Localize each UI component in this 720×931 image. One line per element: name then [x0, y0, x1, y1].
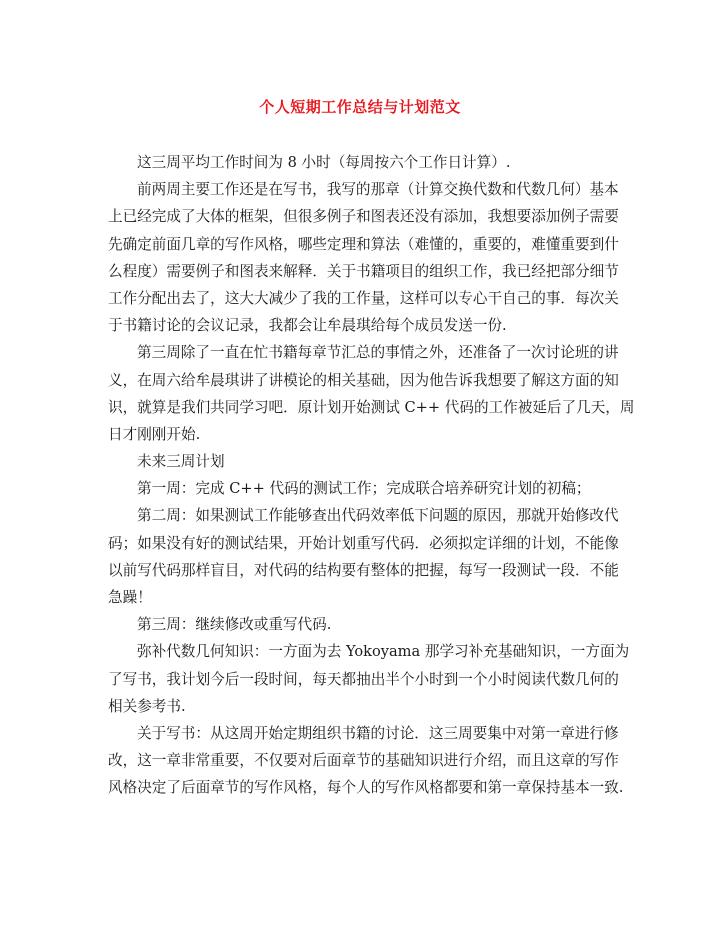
paragraph: [108, 448, 603, 475]
paragraph-line: 上已经完成了大体的框架，但很多例子和图表还没有添加，我想要添加例子需要: [108, 208, 619, 226]
paragraph-line: 第三周除了一直在忙书籍每章节汇总的事情之外，还准备了一次讨论班的讲: [137, 344, 619, 362]
paragraph-line: 未来三周计划: [137, 453, 225, 471]
paragraph-line: 了写书，我计划今后一段时间，每天都抽出半个小时到一个小时阅读代数几何的: [108, 670, 619, 688]
paragraph-line: 第三周：继续修改或重写代码.: [137, 616, 332, 634]
paragraph-line: 弥补代数几何知识：一方面为去 Yokoyama 那学习补充基础知识，一方面为: [137, 643, 630, 661]
paragraph-line: 这三周平均工作时间为 8 小时（每周按六个工作日计算）.: [137, 154, 511, 171]
paragraph-line: 风格决定了后面章节的写作风格，每个人的写作风格都要和第一章保持基本一致.: [108, 779, 624, 797]
paragraph-line: 第一周：完成 C++ 代码的测试工作；完成联合培养研究计划的初稿；: [137, 480, 591, 498]
paragraph-line: 义，在周六给牟晨琪讲了讲模论的相关基础，因为他告诉我想要了解这方面的知: [108, 371, 619, 389]
paragraph-line: 前两周主要工作还是在写书，我写的那章（计算交换代数和代数几何）基本: [137, 181, 619, 199]
document-title: 个人短期工作总结与计划范文: [259, 98, 461, 116]
paragraph-line: 改，这一章非常重要，不仅要对后面章节的基础知识进行介绍，而且这章的写作: [108, 752, 619, 770]
paragraph-line: 关于写书：从这周开始定期组织书籍的讨论．这三周要集中对第一章进行修: [137, 724, 619, 742]
paragraph-line: 相关参考书.: [108, 697, 186, 715]
paragraph-line: 先确定前面几章的写作风格，哪些定理和算法（难懂的，重要的，难懂重要到什: [108, 235, 619, 253]
paragraph-line: 以前写代码那样盲目，对代码的结构要有整体的把握，每写一段测试一段．不能: [108, 561, 619, 579]
paragraph-line: 码；如果没有好的测试结果，开始计划重写代码．必须拟定详细的计划，不能像: [108, 534, 619, 552]
document-body: [108, 149, 635, 802]
paragraph: [108, 176, 619, 339]
paragraph: [108, 475, 603, 502]
paragraph-line: 日才刚刚开始.: [108, 425, 201, 443]
paragraph-line: 急躁！: [108, 589, 152, 606]
paragraph-line: 工作分配出去了，这大大减少了我的工作量，这样可以专心干自己的事．每次关: [108, 289, 619, 307]
paragraph: [108, 502, 619, 611]
paragraph: [108, 720, 624, 802]
paragraph: [108, 339, 635, 448]
paragraph: [108, 638, 630, 720]
paragraph: [108, 149, 603, 176]
paragraph-line: 么程度）需要例子和图表来解释．关于书籍项目的组织工作，我已经把部分细节: [108, 262, 619, 280]
paragraph-line: 于书籍讨论的会议记录，我都会让牟晨琪给每个成员发送一份.: [108, 317, 507, 335]
paragraph-line: 第二周：如果测试工作能够查出代码效率低下问题的原因，那就开始修改代: [137, 507, 619, 525]
paragraph-line: 识，就算是我们共同学习吧．原计划开始测试 C++ 代码的工作被延后了几天，周: [108, 398, 635, 416]
paragraph: [108, 611, 603, 638]
